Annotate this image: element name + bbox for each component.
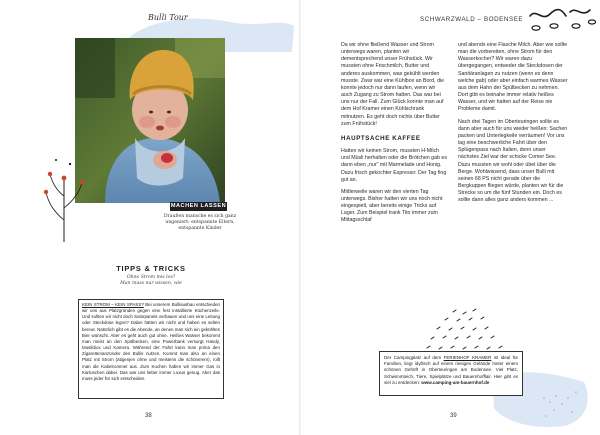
tipps-subtitle-line-1: Ohne Strom mis los?: [126, 275, 176, 280]
article-column-2: [458, 42, 568, 209]
left-running-head: Bulli Tour: [148, 13, 188, 22]
tipps-title: TIPPS & TRICKS: [116, 264, 186, 273]
article-paragraph: Mittlerweile waren wir den vierten Tag unterwegs. Bisher hatten wir uns noch nicht eingespielt, aber bereits einige Tricks auf Lager. Zum Beispiel trank Tito immer zum Mittagsschlaf: [341, 188, 443, 224]
book-gutter: [299, 0, 301, 435]
article-paragraph: Da wir ohne fließend Wasser und Strom unterwegs waren, planten wir dementsprechend unser Frühstück. Wir mussten ohne Frischmilch, Butter und anderes auskommen, was gekühlt werden musste. Zwar war eine Kühlbox an Bord, die konnte jedoch nur dann laufen, wenn wir auch Zugang zu Strom hatten. Das war bei uns nur der Fall. Zum Glück konnte man auf dem Hof Kramer einen Kühlschrank mitnutzen. Es geht doch nichts über Butter zum Frühstück!: [341, 42, 445, 127]
camping-text-1: Der Campingplatz auf dem: [384, 355, 442, 360]
camping-text-2: ist ideal für Familien, liegt idyllisch auf einem riesigen Gelände hinter einem schönen Gehöft in Oberteuringen am Bodensee. Viel Platz, Schwimmteich, Tiere, Spielplätze und Bauernhofflair. Hier gibt es viel zu entdecken:: [384, 355, 518, 385]
article-paragraph: Nach drei Tagen im Oberteuringen sollte es dann aber auch für uns wieder heißen: Sachen packen und Unterlegkeile verräumen! Vor uns lag eine beschwerliche Fahrt über den Splügenpass nach Italien, denn unser nächstes Ziel war der schicke Comer See. Dazu mussten wir wohl oder übel über die Berge. Wohlwissend, dass unser Bulli mit seinen 68 PS nicht gerade über die Bergkuppen fliegen würde, planten wir für die Strecke so um die fünf Stunden ein. Doch es sollte dann alles ganz anders kommen ...: [458, 118, 568, 204]
tipps-box-lead: KEIN STROM – KEIN SPASS?: [82, 302, 144, 307]
squiggle-decoration-icon: [526, 4, 598, 34]
article-paragraph: und abends eine Flasche Milch. Aber wie sollte man die vorbereiten, ohne Strom für den Wasserkocher? Wir waren dazu übergegangen, entweder die Steckdosen der Sanitäranlagen zu nutzen (wenn es denn welche gab) oder aber einfach warmes Wasser aus dem Hahn der Spülbecken zu nehmen. Dort gibt es beinahe immer relativ heißes Wasser, und wir hatten auf der Reise nie Probleme damit.: [458, 42, 568, 113]
article-paragraph: Hatten wir keinen Strom, mussten H-Milch und Müsli herhalten oder die Brötchen gab es dann eben „nur" mit Marmelade und Honig. Dazu frisch gekochter Espresso: Der Tag fing gut an.: [341, 148, 447, 183]
camping-info-box: [379, 351, 523, 396]
photo-caption-label: MACHEN LASSEN: [170, 203, 227, 209]
camping-name: FERIENHOF KRAMER: [443, 355, 492, 360]
page-number-right: 39: [450, 413, 457, 419]
camping-url-link[interactable]: www.camping-am-bauernhof.de: [421, 379, 490, 385]
page-number-left: 38: [145, 413, 152, 419]
tipps-subtitle-line-2: Man muss nur wissen, wie: [120, 281, 182, 286]
article-subheading: HAUPTSACHE KAFFEE: [341, 134, 421, 142]
right-running-head: SCHWARZWALD – BODENSEE: [420, 16, 524, 23]
tipps-box-text: Bei unserem Bulliausbau entschieden wir uns aus Platzgründen gegen eine fest installierte Küchenzeile. Und sollten wir nicht doch Solarpanels verbauen und uns eine Leitung oder Steckdose legen? Dabei hätten wir nicht und haben es selten bereut. Natürlich gibt es die Abende, an denen man sich ein gekühltes Bier wünscht. Aber es geht auch gut ohne. Heißes Wasser bekommt man meist an den Spülbecken, eine Powerbank versorgt Handy, Musikbox und Kamera. Während der Fahrt kann man prima den Zigarettenanzünder des Bullis nutzen. Kommt man also an einen Platz mit Strom (ätigenjen ohne und meistens die schöneren!), rollt man die Kabelrommel aus. Zum Kochen haben wir immer Gas in Kartuschen dabei. Das war uns lieber immer Luxus genug. Aber das muss jeder für sich entscheiden.: [82, 302, 221, 381]
tipps-subtitle: [100, 275, 202, 287]
photo-caption-text: Draußen mansche es sich ganz ungeniert: entspannte Eltern, entspannte Kinder: [163, 214, 237, 231]
plant-doodle-icon: [40, 150, 88, 242]
article-column-1: [341, 42, 448, 230]
baby-photo: [75, 38, 225, 203]
tipps-box: [78, 299, 224, 399]
